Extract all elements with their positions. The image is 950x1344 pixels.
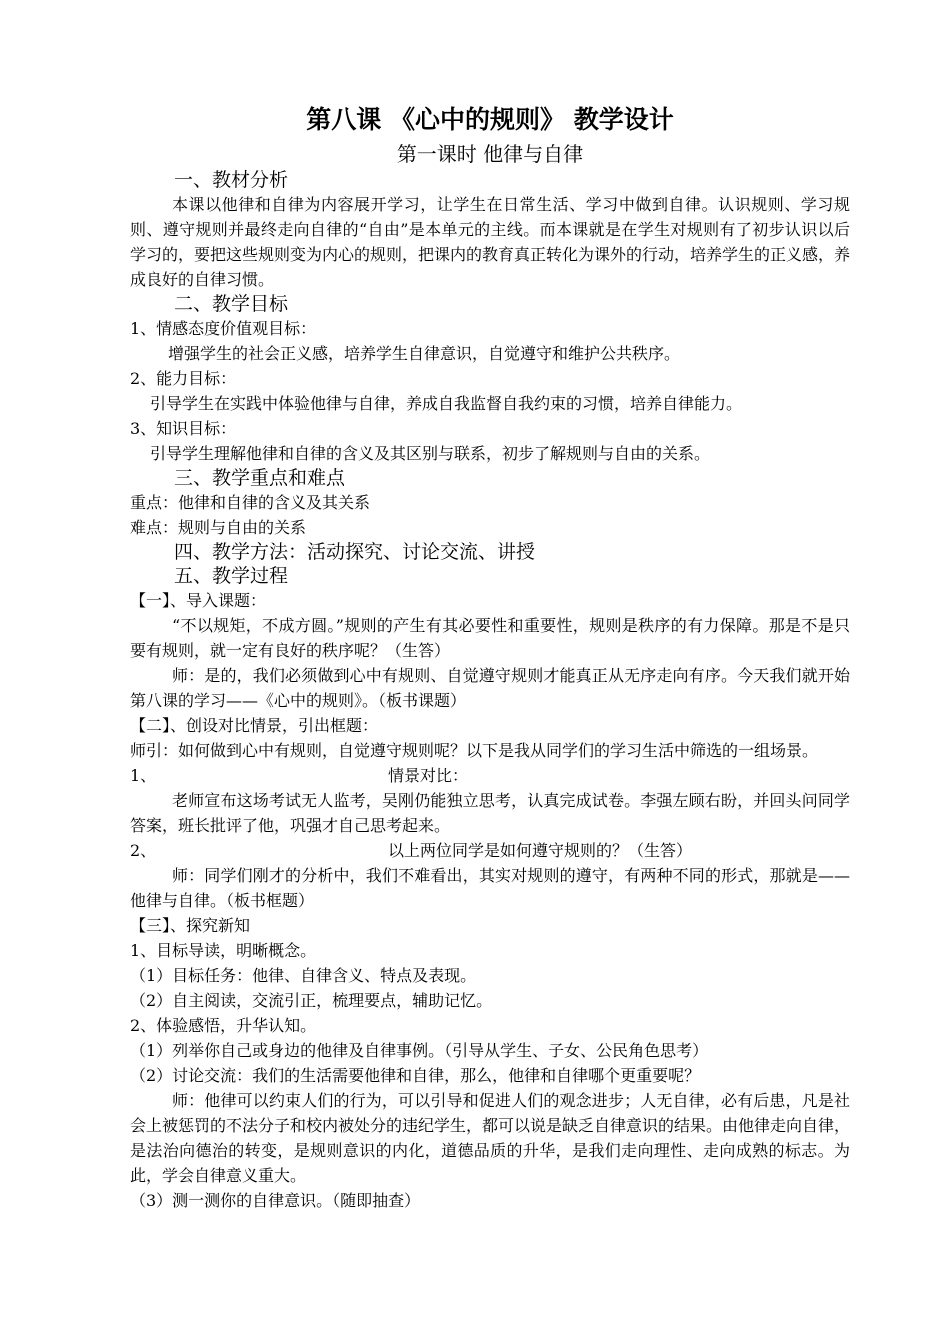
- goal-2-label: 2、能力目标：: [130, 369, 237, 388]
- goal-2-text: 引导学生在实践中体验他律与自律，养成自我监督自我约束的习惯，培养自律能力。: [150, 394, 743, 413]
- goal-1-text: 增强学生的社会正义感，培养学生自律意识，自觉遵守和维护公共秩序。: [168, 344, 681, 363]
- section-heading-4: 四、教学方法：活动探究、讨论交流、讲授: [174, 541, 536, 563]
- document-page: [130, 100, 850, 1213]
- explore-item-2a: （1）列举你自己或身边的他律及自律事例。（引导从学生、子女、公民角色思考）: [130, 1041, 709, 1060]
- document-title: 第八课 《心中的规则》 教学设计: [306, 105, 674, 134]
- scene-item-1-number: 1、: [130, 766, 157, 785]
- section-heading-5: 五、教学过程: [174, 565, 289, 587]
- scene-item-2-text: 以上两位同学是如何遵守规则的？（生答）: [388, 841, 693, 860]
- scene-item-1-text: 情景对比：: [388, 766, 469, 785]
- explore-item-1a: （1）目标任务：他律、自律含义、特点及表现。: [130, 966, 477, 985]
- document-subtitle: 第一课时 他律与自律: [396, 142, 584, 166]
- process-step-3-label: 【三】、探究新知: [130, 916, 251, 935]
- scene-item-2-number: 2、: [130, 841, 157, 860]
- difficult-point: 难点：规则与自由的关系: [130, 518, 307, 537]
- process-step-1-label: 【一】、导入课题：: [130, 591, 267, 610]
- goal-3-label: 3、知识目标：: [130, 419, 237, 438]
- intro-paragraph-2: 师：是的，我们必须做到心中有规则、自觉遵守规则才能真正从无序走向有序。今天我们就开始第八课的学习——《心中的规则》。（板书课题）: [130, 666, 850, 710]
- scene-intro-paragraph: 师引：如何做到心中有规则，自觉遵守规则呢？以下是我从同学们的学习生活中筛选的一组场景。: [130, 741, 819, 760]
- scene-item-2: [130, 838, 850, 863]
- explore-item-1b: （2）自主阅读，交流引正，梳理要点，辅助记忆。: [130, 991, 493, 1010]
- explore-item-2: 2、体验感悟，升华认知。: [130, 1016, 317, 1035]
- explore-item-2b: （2）讨论交流：我们的生活需要他律和自律，那么，他律和自律哪个更重要呢？: [130, 1066, 701, 1085]
- section-heading-3: 三、教学重点和难点: [174, 467, 346, 489]
- textbook-analysis-paragraph: 本课以他律和自律为内容展开学习，让学生在日常生活、学习中做到自律。认识规则、学习规则、遵守规则并最终走向自律的“自由”是本单元的主线。而本课就是在学生对规则有了初步认识以后学习的，要把这些规则变为内心的规则，把课内的教育真正转化为课外的行动，培养学生的正义感，养成良好的自律习惯。: [130, 195, 851, 289]
- section-heading-1: 一、教材分析: [174, 169, 289, 191]
- goal-1-label: 1、情感态度价值观目标：: [130, 319, 317, 338]
- explore-item-2d: （3）测一测你的自律意识。（随即抽查）: [130, 1191, 421, 1210]
- intro-paragraph-1: “不以规矩，不成方圆。”规则的产生有其必要性和重要性，规则是秩序的有力保障。那是不是只要有规则，就一定有良好的秩序呢？（生答）: [130, 616, 850, 660]
- scene-item-1: [130, 763, 850, 788]
- process-step-2-label: 【二】、创设对比情景，引出框题：: [130, 716, 379, 735]
- goal-3-text: 引导学生理解他律和自律的含义及其区别与联系，初步了解规则与自由的关系。: [150, 444, 711, 463]
- key-point: 重点：他律和自律的含义及其关系: [130, 493, 371, 512]
- scene-paragraph: 老师宣布这场考试无人监考，吴刚仍能独立思考，认真完成试卷。李强左顾右盼，并回头问同学答案，班长批评了他，巩强才自己思考起来。: [130, 791, 850, 835]
- explore-item-1: 1、目标导读，明晰概念。: [130, 941, 317, 960]
- teacher-discussion-paragraph: 师：他律可以约束人们的行为，可以引导和促进人们的观念进步；人无自律，必有后患，凡是社会上被惩罚的不法分子和校内被处分的违纪学生，都可以说是缺乏自律意识的结果。由他律走向自律，是法治向德治的转变，是规则意识的内化，道德品质的升华，是我们走向理性、走向成熟的标志。为此，学会自律意义重大。: [130, 1091, 851, 1185]
- section-heading-2: 二、教学目标: [174, 293, 289, 315]
- teacher-summary-paragraph: 师：同学们刚才的分析中，我们不难看出，其实对规则的遵守，有两种不同的形式，那就是——他律与自律。（板书框题）: [130, 866, 850, 910]
